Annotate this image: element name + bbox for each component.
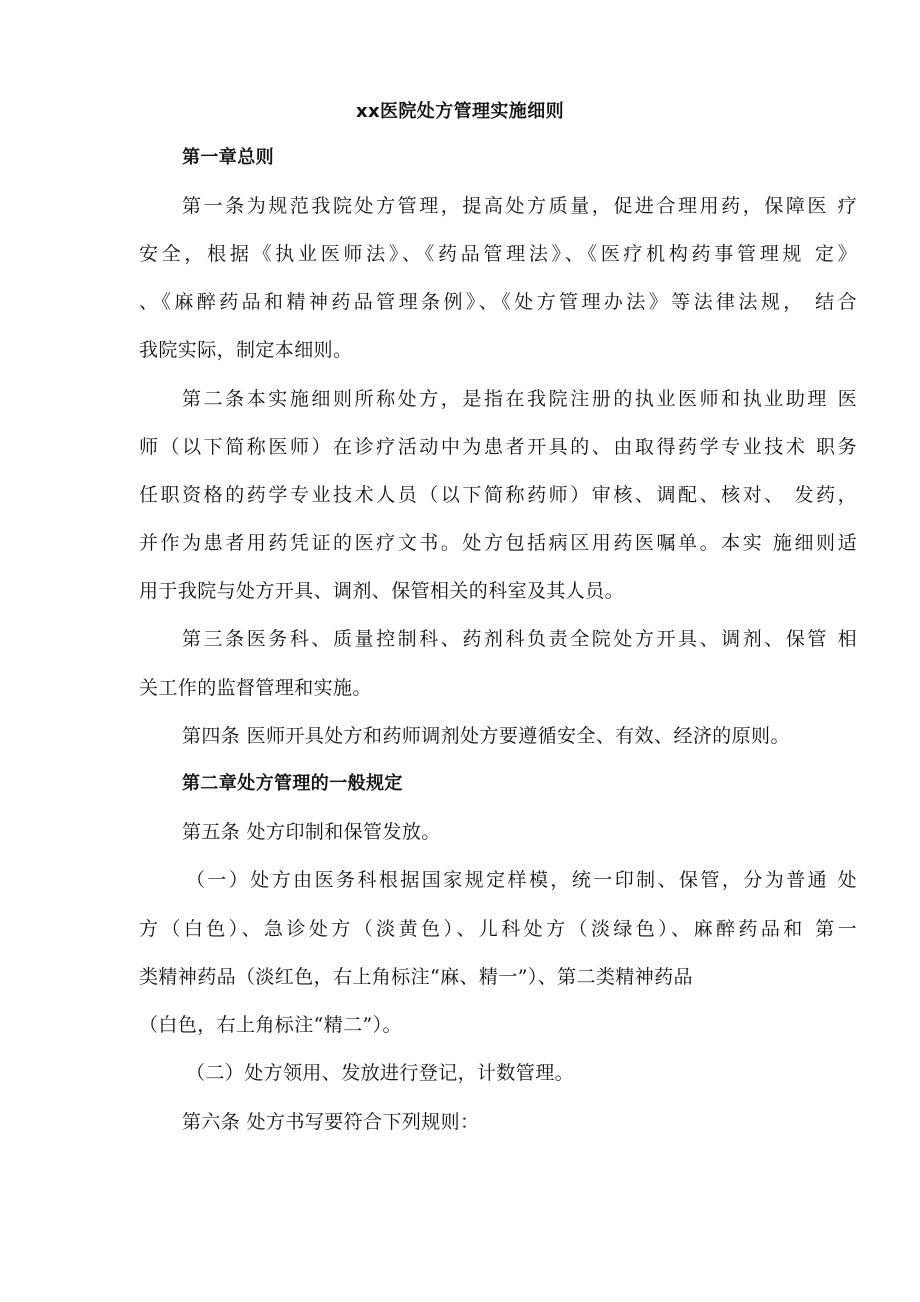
article-5-item-1-line-3: 类精神药品（淡红色，右上角标注“麻、精一”）、第二类精神药品 xyxy=(139,966,693,988)
article-2-line-3: 任职资格的药学专业技术人员（以下简称药师）审核、调配、核对、 发药， xyxy=(139,484,857,506)
article-6: 第六条 处方书写要符合下列规则： xyxy=(182,1111,480,1133)
article-1-line-1: 第一条为规范我院处方管理，提高处方质量，促进合理用药，保障医 疗 xyxy=(182,195,857,217)
article-2-line-2: 师（以下简称医师）在诊疗活动中为患者开具的、由取得药学专业技术 职务 xyxy=(139,436,857,458)
article-5: 第五条 处方印制和保管发放。 xyxy=(182,821,441,843)
article-5-item-1-line-1: （一）处方由医务科根据国家规定样模，统一印制、保管，分为普通 处 xyxy=(186,869,857,891)
article-1-line-2: 安全，根据《执业医师法》、《药品管理法》、《医疗机构药事管理规 定》 xyxy=(139,243,857,265)
article-1-line-3: 、《麻醉药品和精神药品管理条例》、《处方管理办法》等法律法规， 结合 xyxy=(139,291,857,313)
article-5-item-1-line-2: 方（白色）、急诊处方（淡黄色）、儿科处方（淡绿色）、麻醉药品和 第一 xyxy=(139,918,857,940)
article-1-line-4: 我院实际，制定本细则。 xyxy=(139,339,353,361)
article-2-line-4: 并作为患者用药凭证的医疗文书。处方包括病区用药医嘱单。本实 施细则适 xyxy=(139,532,857,554)
chapter-1-heading: 第一章总则 xyxy=(182,147,274,168)
article-3-line-1: 第三条医务科、质量控制科、药剂科负责全院处方开具、调剂、保管 相 xyxy=(182,628,857,650)
document-title: xx医院处方管理实施细则 xyxy=(355,101,565,122)
article-5-item-2: （二）处方领用、发放进行登记，计数管理。 xyxy=(186,1062,575,1084)
article-4: 第四条 医师开具处方和药师调剂处方要遵循安全、有效、经济的原则。 xyxy=(182,725,790,747)
article-2-line-5: 用于我院与处方开具、调剂、保管相关的科室及其人员。 xyxy=(139,580,625,602)
article-2-line-1: 第二条本实施细则所称处方，是指在我院注册的执业医师和执业助理 医 xyxy=(182,388,857,410)
article-3-line-2: 关工作的监督管理和实施。 xyxy=(139,677,372,699)
article-5-item-1-line-4: （白色，右上角标注“精二”）。 xyxy=(139,1014,402,1036)
chapter-2-heading: 第二章处方管理的一般规定 xyxy=(182,773,403,794)
